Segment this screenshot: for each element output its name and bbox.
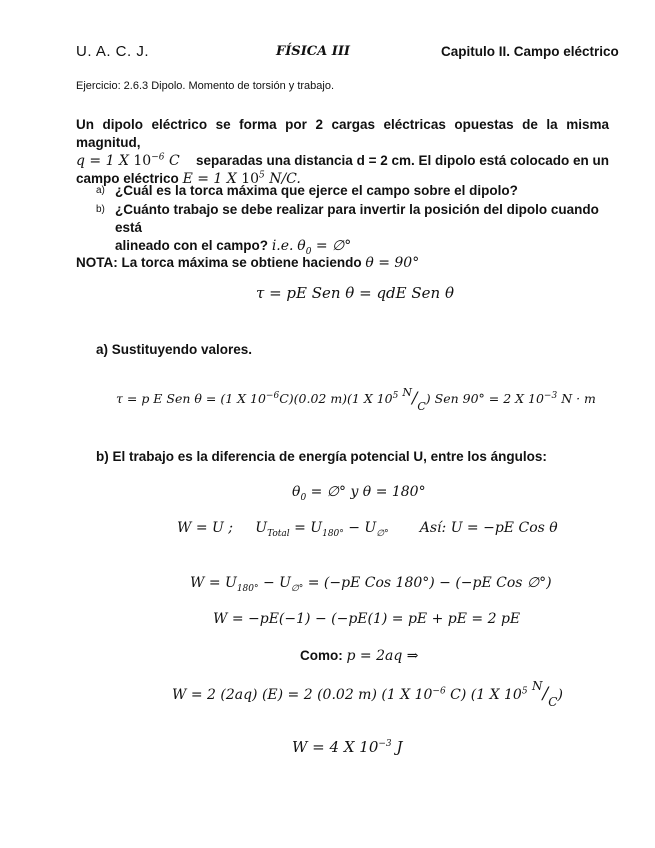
question-b-text-1: ¿Cuánto trabajo se debe realizar para invertir la posición del dipolo cuando está [115,202,599,235]
question-b-marker: b) [96,204,105,215]
work-equation-2: W = −pE(−1) − (−pE(1) = pE + pE = 2 pE [213,611,521,627]
problem-line-2-text: separadas una distancia d = 2 cm. El dipolo está colocado en un [196,153,609,168]
question-a [96,182,609,200]
question-b [96,201,609,255]
header-left: U. A. C. J. [76,43,150,60]
work-potential-line: W = U ; $U_{Total} = U_{180^\circ} - U_{\emptyset^\circ}$ Así: U = −pE Cos θ [177,520,558,539]
charge-expression: q = 1 X $10^{-6}$ C [76,152,180,169]
como-line: Como: p = 2aq ⇒ [300,648,419,664]
exercise-title: Ejercicio: 2.6.3 Dipolo. Momento de torsión y trabajo. [76,80,335,92]
nota-line: NOTA: La torca máxima se obtiene haciendo θ = 90° [76,255,420,271]
question-a-text: ¿Cuál es la torca máxima que ejerce el campo sobre el dipolo? [115,183,518,198]
problem-line-2 [76,152,609,170]
part-a-equation: τ = p E Sen θ = (1 X $10^{-6}C)(0.02$ m)(1 X $10^5$ $^N/_C$) Sen 90° = 2 X $10^{-3}$ N · m [116,385,596,413]
question-a-marker: a) [96,185,105,196]
final-result: W = 4 X $10^{-3}$ J [292,738,403,756]
header-right: Capitulo II. Campo eléctrico [441,44,619,59]
angles-line: $\theta_0$ = ∅° y θ = 180° [292,484,426,503]
problem-line-3: campo eléctrico E = 1 X $10^5$ N/C. [76,170,301,187]
problem-statement [76,116,609,188]
work-equation-1: $W = U_{180^\circ} - U_{\emptyset^\circ} = (-pE$ Cos 180°) − (−pE Cos ∅°) [190,575,552,594]
part-b-heading: b) El trabajo es la diferencia de energía potencial U, entre los ángulos: [96,449,547,464]
problem-line-1: Un dipolo eléctrico se forma por 2 cargas eléctricas opuestas de la misma magnitud, [76,117,609,150]
field-expression: E = 1 X $10^5$ N/C. [182,170,301,187]
part-a-heading: a) Sustituyendo valores. [96,342,253,357]
unit-fraction-2: $^N/_C$ [532,679,558,709]
question-b-text-2: alineado con el campo? i.e. $\theta_0$ = ∅° [115,238,352,257]
unit-fraction: $^N/_C$ [402,385,426,413]
torque-formula: τ = pE Sen θ = qdE Sen θ [256,284,454,302]
work-substitution: W = 2 (2aq) (E) = 2 (0.02 m) (1 X $10^{-6}$ C) (1 X $10^5$ $^N/_C$) [172,679,563,709]
header-center: FÍSICA III [276,44,350,59]
